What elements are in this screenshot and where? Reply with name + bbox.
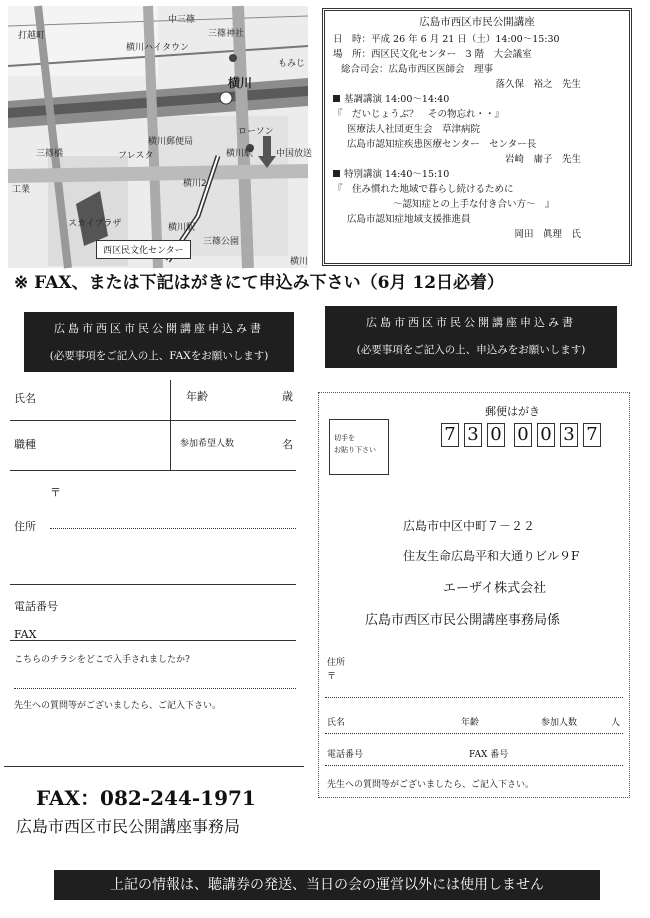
map-label: ローソン	[238, 127, 274, 137]
fax-form-subtitle: (必要事項をご記入の上、FAXをお願いします)	[49, 350, 269, 362]
zip-digit: 3	[464, 423, 482, 447]
recipient-building: 住友生命広島平和大通りビル９F	[403, 549, 580, 563]
name-line[interactable]	[10, 420, 296, 421]
card-address-label: 住所	[327, 658, 346, 668]
map-label: 三篠橋	[36, 149, 64, 159]
lecture-date: 日 時：平成 26 年 6 月 21 日（土）14:00～15:30	[333, 34, 560, 45]
card-address-line[interactable]	[325, 697, 623, 698]
card-name-label: 氏名	[327, 718, 346, 728]
lecture2-org: 広島市認知症地域支援推進員	[347, 214, 471, 225]
map-label: スカイプラザ	[68, 219, 122, 229]
map-label: 横川	[228, 76, 253, 90]
address-line[interactable]	[50, 528, 296, 529]
lecture2-title: 『 住み慣れた地域で暮らし続けるために	[333, 184, 514, 195]
job-line[interactable]	[10, 470, 296, 471]
card-phone-line[interactable]	[325, 765, 623, 766]
address-label: 住所	[14, 520, 36, 533]
privacy-footer: 上記の情報は、聴講券の発送、当日の会の運営以外には使用しません	[54, 870, 600, 900]
lecture1-speaker: 岩崎 庸子 先生	[504, 154, 581, 165]
recipient-address: 広島市中区中町７－２２	[403, 519, 536, 533]
map-label: 横川2	[183, 179, 207, 189]
recipient-department: 広島市西区市民公開講座事務局係	[365, 613, 561, 628]
lecture1-heading: 基調講演 14:00～14:40	[333, 92, 621, 107]
postcard-form-header	[325, 306, 617, 368]
venue-callout: 西区民文化センター	[96, 240, 191, 259]
card-phone-label: 電話番号	[327, 750, 364, 760]
postcard-title: 郵便はがき	[485, 405, 540, 418]
lecture2-speaker: 岡田 眞理 氏	[514, 229, 581, 240]
recipient-company: エーザイ株式会社	[443, 581, 547, 596]
postcard-form-title: 広島市西区市民公開講座申込み書	[366, 316, 576, 329]
square-bullet-icon	[333, 95, 340, 102]
attendees-unit: 名	[282, 438, 293, 451]
lecture1-org: 医療法人社団更生会 草津病院	[347, 124, 481, 135]
divider	[170, 380, 171, 470]
card-name-line[interactable]	[325, 733, 623, 734]
fax-label: FAX	[14, 628, 37, 641]
fax-line[interactable]	[10, 640, 296, 641]
zip-digit: 0	[537, 423, 555, 447]
square-bullet-icon	[333, 170, 340, 177]
fax-form-title: 広島市西区市民公開講座申込み書	[54, 322, 264, 335]
flyer-question: こちらのチラシをどこで入手されましたか?	[14, 655, 190, 665]
lecture1-org: 広島市認知症疾患医療センター センター長	[347, 139, 537, 150]
flyer-answer-line[interactable]	[14, 688, 296, 689]
stamp-text: お貼り下さい	[334, 446, 376, 454]
lecture1-title: 『 だいじょうぶ？ その物忘れ・・』	[333, 109, 505, 120]
postcard	[318, 392, 630, 798]
application-notice: ※ FAX、または下記はがきにて申込み下さい（6月 12日必着）	[14, 273, 505, 293]
map-label: 横川郵便局	[148, 137, 194, 147]
lecture2-subtitle: ～認知症との上手な付き合い方～ 』	[393, 199, 555, 210]
card-fax-label: FAX 番号	[469, 750, 509, 760]
zip-digit: 0	[487, 423, 505, 447]
job-label: 職種	[14, 438, 36, 451]
name-label: 氏名	[14, 392, 36, 405]
fax-number: FAX：082-244-1971	[36, 786, 256, 810]
card-question-note: 先生への質問等がございましたら、ご記入下さい。	[327, 780, 535, 790]
map-label: 横川駅	[226, 149, 254, 159]
lecture2-heading: 特別講演 14:40～15:10	[333, 167, 621, 182]
phone-label: 電話番号	[14, 600, 58, 613]
lecture-info-box	[322, 8, 632, 266]
map-label: 中国放送	[276, 149, 313, 159]
card-postal-mark: 〒	[327, 672, 337, 682]
lecture-title: 広島市西区市民公開講座	[419, 16, 535, 28]
map-label: 三篠神社	[208, 29, 245, 39]
age-label: 年齢	[186, 390, 208, 403]
attendees-label: 参加希望人数	[180, 439, 235, 449]
zip-digit: 7	[441, 423, 459, 447]
postal-mark: 〒	[50, 486, 61, 499]
map-label: 横川ハイタウン	[126, 43, 190, 53]
map-label: 工業	[12, 185, 31, 195]
map-label: 横川	[290, 257, 309, 267]
postcard-form-subtitle: (必要事項をご記入の上、申込みをお願いします)	[356, 344, 586, 356]
map-label: フレスタ	[118, 151, 154, 161]
fax-form-header	[24, 312, 294, 372]
map-label: 横川駅	[168, 223, 196, 233]
card-attendees-label: 参加人数	[541, 718, 578, 728]
card-attendees-unit: 人	[611, 718, 621, 728]
lecture-mc-name: 落久保 裕之 先生	[495, 79, 581, 90]
zip-digit: 0	[514, 423, 532, 447]
office-name: 広島市西区市民公開講座事務局	[16, 817, 241, 836]
card-age-label: 年齢	[461, 718, 480, 728]
question-note: 先生への質問等がございましたら、ご記入下さい。	[14, 701, 222, 711]
map-label: もみじ	[278, 59, 306, 69]
lecture-mc: 総合司会：広島市西区医師会 理事	[341, 64, 494, 75]
access-map	[8, 6, 313, 268]
map-label: 打越町	[18, 31, 46, 41]
stamp-text: 切手を	[334, 434, 355, 442]
left-form-bottom-line	[4, 766, 304, 767]
zip-digit: 3	[560, 423, 578, 447]
address-line-2[interactable]	[10, 584, 296, 585]
zip-digit: 7	[583, 423, 601, 447]
map-label: 三篠公園	[203, 237, 240, 247]
lecture-place: 場 所：西区民文化センター 3 階 大会議室	[333, 49, 532, 60]
age-unit: 歳	[282, 390, 293, 403]
map-label: 中三篠	[168, 15, 196, 25]
stamp-box	[329, 419, 389, 475]
